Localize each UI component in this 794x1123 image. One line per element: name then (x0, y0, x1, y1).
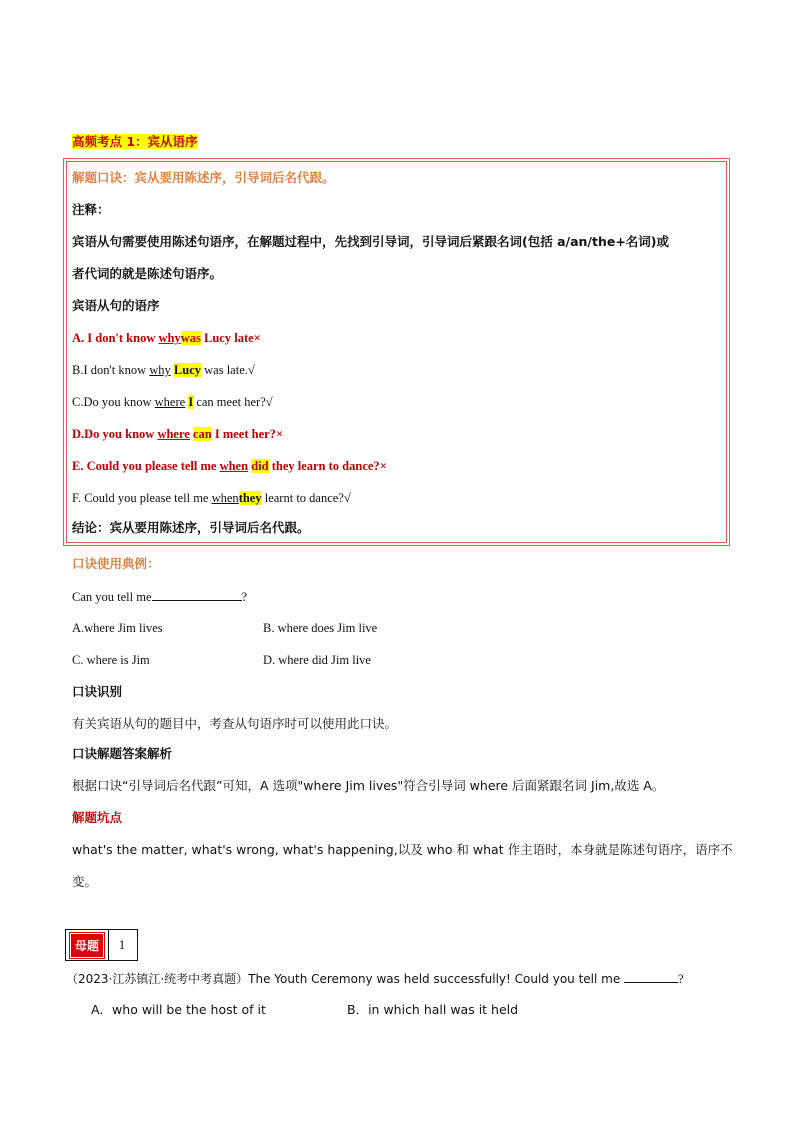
mother-option-b: B．in which hall was it held (347, 1002, 519, 1017)
example-b-post: was late. (201, 363, 248, 377)
example-d-lead: where (157, 427, 190, 441)
right-mark: √ (265, 395, 273, 409)
pitfall-text-2: 变。 (72, 874, 98, 889)
example-question (72, 588, 247, 605)
mother-option-a: A．who will be the host of it (91, 1002, 266, 1017)
right-mark: √ (247, 363, 255, 377)
example-f-highlight: they (238, 491, 262, 505)
option-a: A.where Jim lives (72, 621, 163, 635)
explanation-line-2: 者代词的就是陈述句语序。 (72, 266, 223, 281)
question-mark: ? (241, 590, 248, 604)
example-f-pre: F. Could you please tell me (72, 491, 212, 505)
example-a-pre: A. I don't know (72, 331, 159, 345)
example-heading: 口诀使用典例： (72, 556, 160, 571)
example-b-lead: why (149, 363, 171, 377)
example-a-highlight: was (180, 331, 201, 345)
stem-text: （2023·江苏镇江·统考中考真题）The Youth Ceremony was held successfully! Could you tell me (66, 972, 625, 986)
mnemonic-text: 解题口诀：宾从要用陈述序，引导词后名代跟。 (72, 170, 335, 185)
recognize-text: 有关宾语从句的题目中，考查从句语序时可以使用此口诀。 (72, 716, 398, 731)
question-text: Can you tell me (72, 590, 152, 604)
option-b: B. where does Jim live (263, 621, 378, 635)
example-f-post: learnt to dance? (261, 491, 344, 505)
example-c-pre: C.Do you know (72, 395, 155, 409)
conclusion: 结论：宾从要用陈述序，引导词后名代跟。 (72, 520, 310, 535)
example-d-pre: D.Do you know (72, 427, 158, 441)
example-c-post: can meet her? (193, 395, 266, 409)
mother-question-tag (65, 929, 109, 961)
example-e-lead: when (219, 459, 249, 473)
option-c: C. where is Jim (72, 653, 150, 667)
note-label: 注释： (72, 202, 110, 217)
mother-question-number: 1 (107, 929, 138, 961)
wrong-mark: × (379, 459, 387, 473)
pitfall-heading: 解题坑点 (72, 810, 123, 825)
wrong-mark: × (275, 427, 284, 441)
example-b-highlight: Lucy (173, 363, 202, 377)
example-c (72, 394, 273, 410)
example-e (72, 458, 387, 474)
option-d: D. where did Jim live (263, 653, 371, 667)
mother-question-stem (66, 970, 684, 987)
example-f (72, 490, 351, 506)
example-e-highlight: did (251, 459, 269, 473)
stem-blank (624, 970, 678, 983)
mnemonic-box (63, 158, 730, 546)
example-a (72, 330, 261, 346)
example-d (72, 426, 283, 442)
example-f-lead: when (211, 491, 239, 505)
example-a-lead: why (158, 331, 181, 345)
stem-question-mark: ? (678, 972, 684, 986)
example-c-highlight: I (188, 395, 194, 409)
recognize-heading: 口诀识别 (72, 684, 123, 699)
example-c-lead: where (154, 395, 186, 409)
answer-heading: 口诀解题答案解析 (72, 746, 173, 761)
section-title-text: 高频考点 1：宾从语序 (72, 134, 198, 149)
pitfall-text-1: what's the matter, what's wrong, what's happening,以及 who 和 what 作主语时，本身就是陈述句语序，语序不 (72, 842, 733, 857)
order-heading: 宾语从句的语序 (72, 298, 160, 313)
example-d-post: I meet her? (211, 427, 276, 441)
mother-question-label: 母题 (70, 933, 104, 958)
example-e-pre: E. Could you please tell me (72, 459, 220, 473)
explanation-line-1: 宾语从句需要使用陈述句语序，在解题过程中，先找到引导词，引导词后紧跟名词(包括 a/an/the+名词)或 (72, 234, 670, 249)
example-e-post: they learn to dance? (268, 459, 380, 473)
answer-blank (152, 588, 242, 601)
wrong-mark: × (253, 331, 261, 345)
example-a-post: Lucy late (200, 331, 254, 345)
example-b-pre: B.I don't know (72, 363, 150, 377)
answer-text: 根据口诀“引导词后名代跟”可知，A 选项"where Jim lives"符合引导词 where 后面紧跟名词 Jim,故选 A。 (72, 778, 665, 793)
section-title (72, 134, 198, 150)
example-b (72, 362, 255, 378)
right-mark: √ (343, 491, 351, 505)
example-d-highlight: can (192, 427, 212, 441)
